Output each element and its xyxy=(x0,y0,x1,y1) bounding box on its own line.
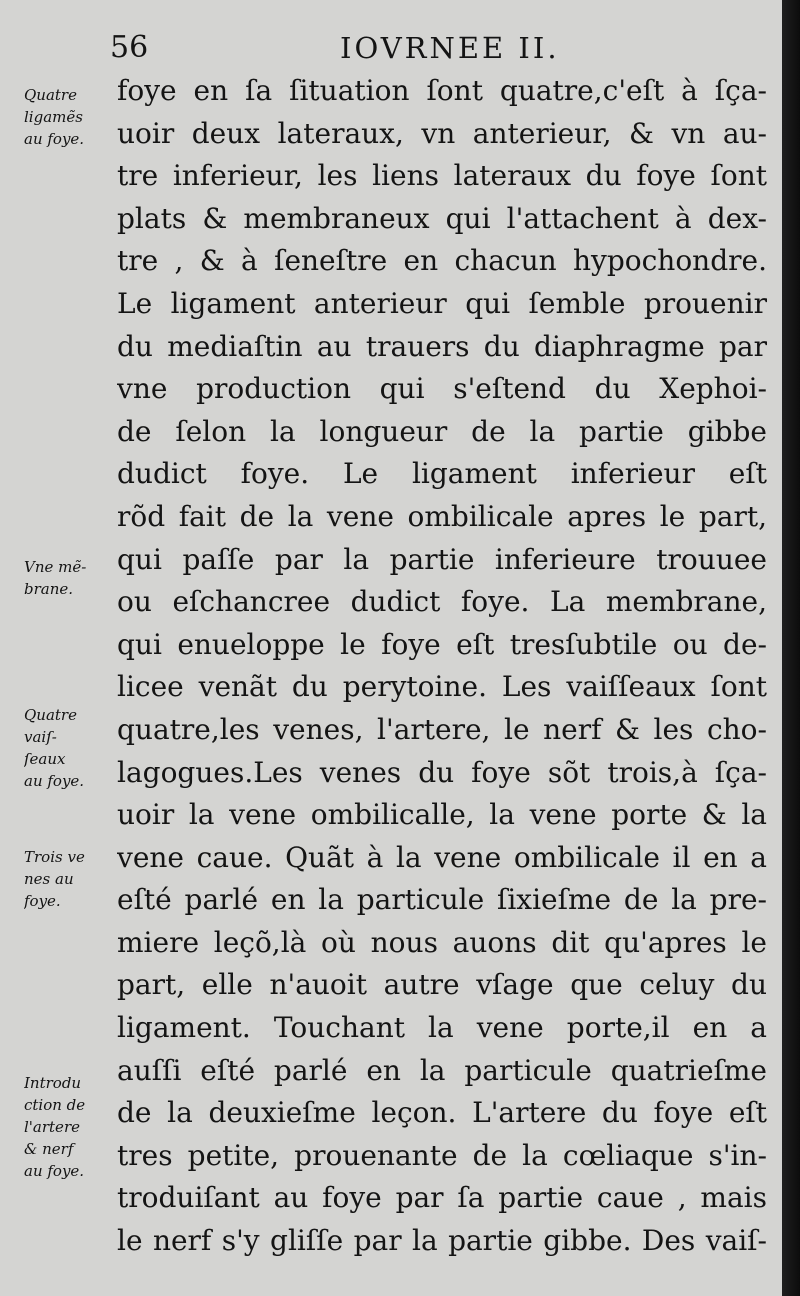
margin-note-line: nes au xyxy=(24,870,74,888)
margin-note-introduction xyxy=(24,1072,118,1182)
body-line: du mediaſtin au trauers du diaphragme par xyxy=(117,329,767,363)
body-line: licee venãt du perytoine. Les vaiſſeaux ſont xyxy=(117,670,767,704)
margin-note-line: & nerf xyxy=(24,1140,74,1158)
body-line: plats & membraneux qui l'attachent à dex- xyxy=(117,201,767,235)
margin-note-line: Introdu xyxy=(24,1074,82,1092)
margin-note-line: au foye. xyxy=(24,1162,85,1180)
running-head xyxy=(110,30,760,70)
margin-notes xyxy=(0,0,118,1296)
margin-note-line: au foye. xyxy=(24,130,85,148)
margin-note-line: ſeaux xyxy=(24,750,66,768)
margin-note-vaisseaux xyxy=(24,704,118,792)
body-line: vene caue. Quãt à la vene ombilicale il en a xyxy=(117,840,767,874)
body-line: de ſelon la longueur de la partie gibbe xyxy=(117,414,767,448)
body-line: qui paſſe par la partie inferieure trouuee xyxy=(117,542,767,576)
margin-note-line: Quatre xyxy=(24,706,77,724)
body-line: tre , & à ſeneſtre en chacun hypochondre. xyxy=(117,244,767,278)
page-number: 56 xyxy=(110,30,149,65)
body-line: troduiſant au foye par ſa partie caue , mais xyxy=(117,1181,767,1215)
margin-note-membrane xyxy=(24,556,118,600)
margin-note-line: brane. xyxy=(24,580,74,598)
body-line: de la deuxieſme leçon. L'artere du foye eſt xyxy=(117,1096,767,1130)
body-line: tres petite, prouenante de la cœliaque s'in- xyxy=(117,1138,767,1172)
body-line: Le ligament anterieur qui ſemble prouenir xyxy=(117,286,767,320)
margin-note-line: Quatre xyxy=(24,86,77,104)
margin-note-line: ligamẽs xyxy=(24,108,83,126)
page-edge-shadow xyxy=(782,0,800,1296)
margin-note-line: Vne mẽ- xyxy=(24,558,87,576)
margin-note-line: ction de xyxy=(24,1096,86,1114)
body-line: dudict foye. Le ligament inferieur eſt xyxy=(117,457,767,491)
margin-note-line: l'artere xyxy=(24,1118,80,1136)
body-line: ligament. Touchant la vene porte,il en a xyxy=(117,1011,767,1045)
body-line: vne production qui s'eſtend du Xephoi- xyxy=(117,372,767,406)
body-line: uoir la vene ombilicalle, la vene porte & la xyxy=(117,798,767,832)
body-line: uoir deux lateraux, vn anterieur, & vn au- xyxy=(117,116,767,150)
body-line: lagogues.Les venes du foye sõt trois,à ſça- xyxy=(117,755,767,789)
body-line: auſſi eſté parlé en la particule quatrieſme xyxy=(117,1053,767,1087)
margin-note-line: Trois ve xyxy=(24,848,85,866)
body-line: miere leçõ,là où nous auons dit qu'apres le xyxy=(117,925,767,959)
body-line: quatre,les venes, l'artere, le nerf & les cho- xyxy=(117,712,767,746)
body-line: ou eſchancree dudict foye. La membrane, xyxy=(117,585,767,619)
margin-note-line: vaiſ- xyxy=(24,728,57,746)
body-text xyxy=(117,70,767,1263)
body-line: le nerf s'y gliſſe par la partie gibbe. Des vaiſ- xyxy=(117,1224,767,1258)
body-line: part, elle n'auoit autre vſage que celuy du xyxy=(117,968,767,1002)
margin-note-trois-venes xyxy=(24,846,118,912)
body-line: tre inferieur, les liens lateraux du foye ſont xyxy=(117,159,767,193)
body-line: foye en ſa ſituation ſont quatre,c'eſt à ſça- xyxy=(117,74,767,107)
margin-note-line: au foye. xyxy=(24,772,85,790)
body-line: qui enueloppe le foye eſt tresſubtile ou de- xyxy=(117,627,767,661)
margin-note-quatre-ligaments xyxy=(24,84,118,150)
margin-note-line: foye. xyxy=(24,892,61,910)
body-line: rõd fait de la vene ombilicale apres le part, xyxy=(117,499,767,533)
body-line: eſté parlé en la particule ſixieſme de la pre- xyxy=(117,883,767,917)
running-title: IOVRNEE II. xyxy=(340,31,560,65)
